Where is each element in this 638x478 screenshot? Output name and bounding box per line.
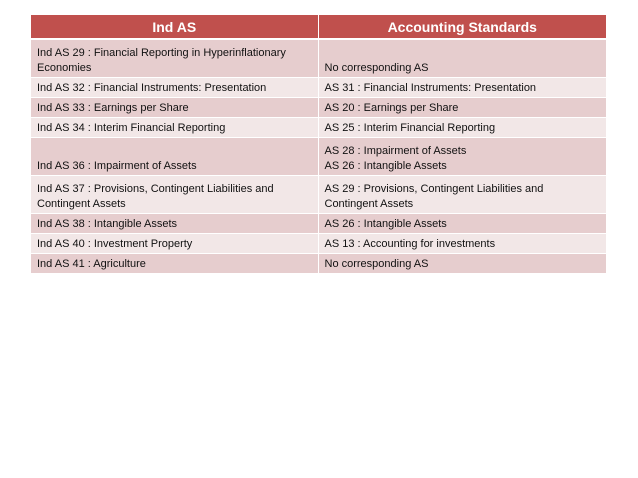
cell-line: Ind AS 32 : Financial Instruments: Presentation — [37, 81, 267, 94]
table-row — [31, 175, 606, 213]
cell-line: Economies — [37, 61, 92, 74]
cell-line: Ind AS 37 : Provisions, Contingent Liabilities and — [37, 182, 274, 195]
as-cell — [318, 175, 606, 213]
as-cell — [318, 39, 606, 77]
standards-comparison-table — [31, 15, 606, 274]
cell-line: AS 26 : Intangible Assets — [324, 217, 447, 230]
ind-as-cell — [31, 233, 318, 253]
table-row — [31, 137, 606, 175]
cell-line: Ind AS 36 : Impairment of Assets — [37, 159, 197, 172]
ind-as-cell — [31, 39, 318, 77]
ind-as-cell — [31, 97, 318, 117]
table-row — [31, 39, 606, 77]
cell-line: AS 13 : Accounting for investments — [324, 237, 496, 250]
table-row — [31, 213, 606, 233]
ind-as-cell — [31, 137, 318, 175]
ind-as-cell — [31, 77, 318, 97]
cell-line: Ind AS 40 : Investment Property — [37, 237, 193, 250]
cell-line: AS 31 : Financial Instruments: Presentation — [324, 81, 537, 94]
as-cell — [318, 77, 606, 97]
as-cell — [318, 253, 606, 273]
cell-line: AS 26 : Intangible Assets — [324, 159, 447, 172]
table-header-row — [31, 15, 606, 39]
table-row — [31, 77, 606, 97]
cell-line: AS 20 : Earnings per Share — [324, 101, 459, 114]
as-cell — [318, 97, 606, 117]
ind-as-cell — [31, 175, 318, 213]
cell-line: Ind AS 29 : Financial Reporting in Hyperinflationary — [37, 46, 286, 59]
cell-line: Contingent Assets — [324, 197, 414, 210]
table-row — [31, 97, 606, 117]
header-ind-as: Ind AS — [31, 15, 318, 39]
table-row — [31, 117, 606, 137]
table-row — [31, 253, 606, 273]
table-row — [31, 233, 606, 253]
cell-line: Ind AS 34 : Interim Financial Reporting — [37, 121, 226, 134]
cell-line: AS 28 : Impairment of Assets — [324, 144, 467, 157]
cell-line: Ind AS 33 : Earnings per Share — [37, 101, 189, 114]
cell-line: AS 25 : Interim Financial Reporting — [324, 121, 496, 134]
ind-as-cell — [31, 213, 318, 233]
cell-line: Contingent Assets — [37, 197, 126, 210]
header-accounting-standards: Accounting Standards — [318, 15, 606, 39]
cell-line: No corresponding AS — [324, 257, 429, 270]
as-cell — [318, 137, 606, 175]
as-cell — [318, 233, 606, 253]
cell-line: AS 29 : Provisions, Contingent Liabilities and — [324, 182, 544, 195]
as-cell — [318, 213, 606, 233]
cell-line: Ind AS 38 : Intangible Assets — [37, 217, 178, 230]
cell-line: Ind AS 41 : Agriculture — [37, 257, 146, 270]
ind-as-cell — [31, 117, 318, 137]
cell-line: No corresponding AS — [324, 61, 429, 74]
ind-as-cell — [31, 253, 318, 273]
as-cell — [318, 117, 606, 137]
